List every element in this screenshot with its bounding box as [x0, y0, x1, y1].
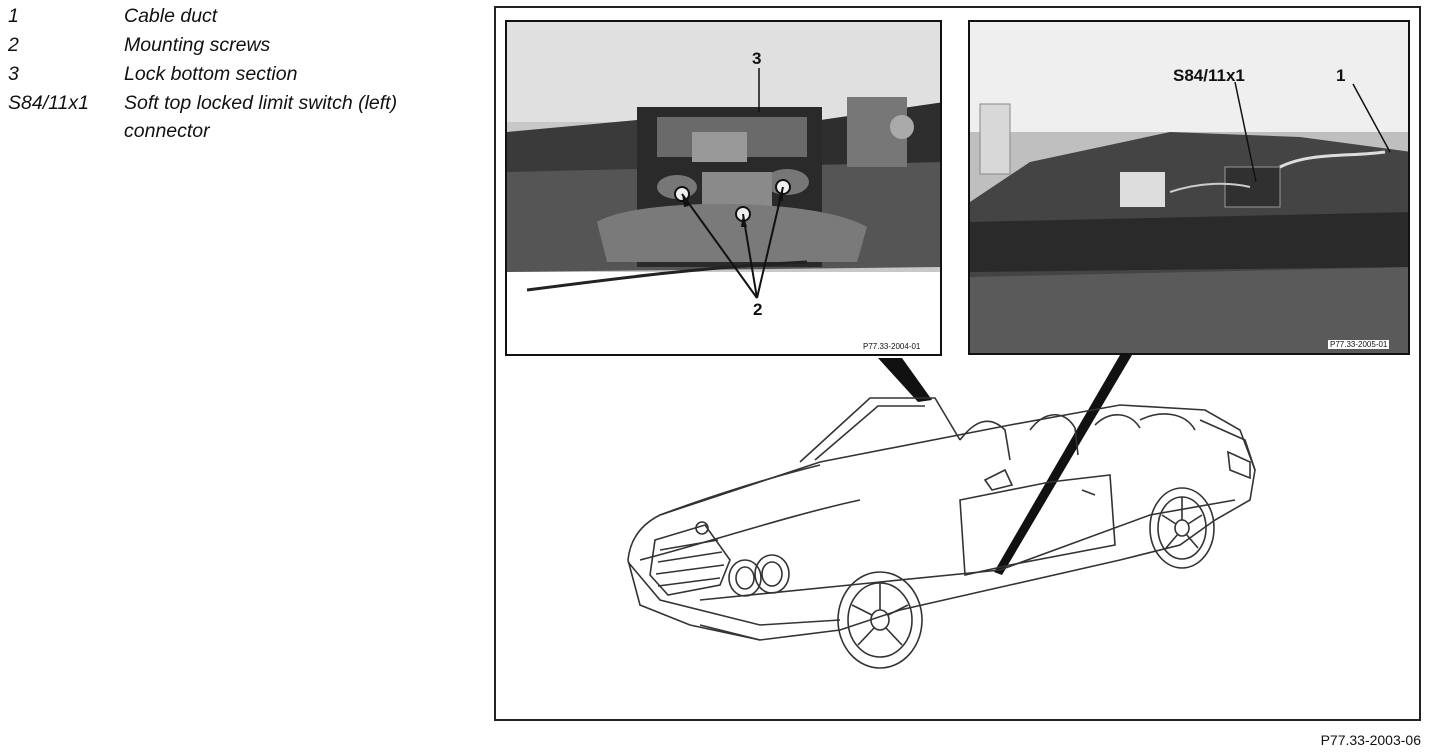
connector-photo: [968, 20, 1410, 355]
legend-description: Cable duct: [124, 5, 218, 27]
legend-code: 1: [8, 5, 19, 27]
callout-lock-bottom: 3: [752, 49, 762, 68]
legend-code: 2: [8, 34, 19, 56]
legend-code: S84/11x1: [8, 92, 89, 114]
legend-description: Lock bottom section: [124, 63, 298, 85]
callout-mounting-screws: 2: [753, 300, 763, 319]
callout-connector: S84/11x1: [1173, 66, 1245, 85]
figure-reference: P77.33-2003-06: [1320, 732, 1421, 748]
lock-photo-illustration: [507, 22, 942, 356]
legend-description: Mounting screws: [124, 34, 271, 56]
legend-description-line2: connector: [124, 120, 210, 142]
callout-cable-duct: 1: [1336, 66, 1346, 85]
legend-description: Soft top locked limit switch (left): [124, 92, 398, 114]
photo-reference: P77.33-2005-01: [1330, 340, 1388, 349]
photo-reference: P77.33-2004-01: [863, 342, 921, 351]
lock-photo: [505, 20, 942, 356]
legend-code: 3: [8, 63, 19, 85]
